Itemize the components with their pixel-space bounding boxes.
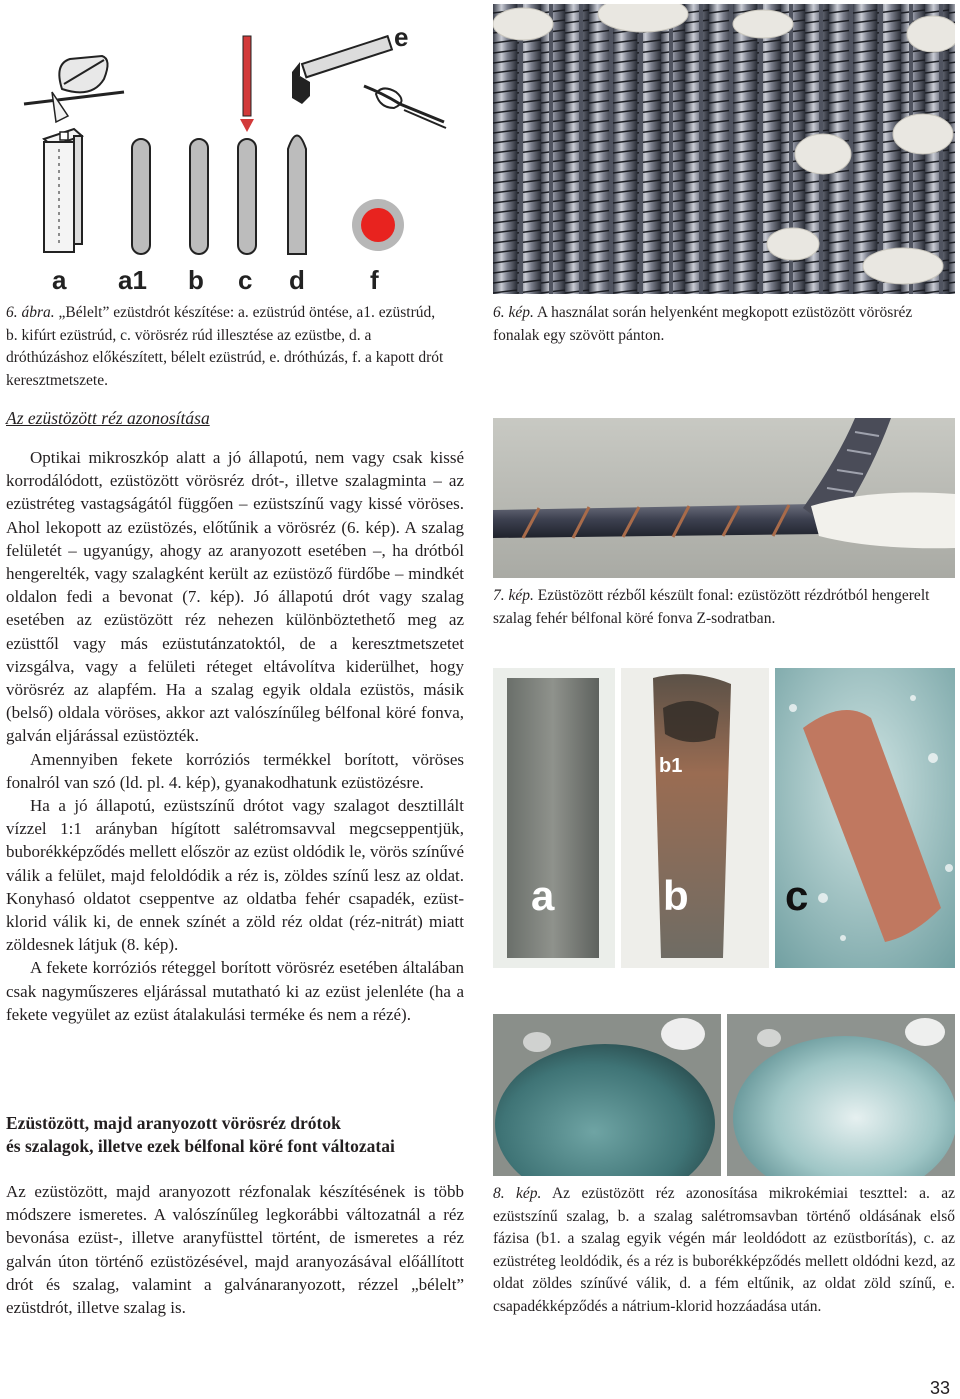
panel-label: a — [531, 872, 555, 919]
section2-title-line1: Ezüstözött, majd aranyozott vörösréz drótok — [6, 1113, 341, 1133]
rod-a1 — [132, 139, 150, 254]
caption-label: 6. kép. — [493, 304, 534, 321]
caption-text: „Bélelt” ezüstdrót készítése: a. ezüstrúd öntése, a1. ezüstrúd, b. kifúrt ezüstrúd, c. vörösréz rúd illesztése az ezüstbe, d. a dróthúzáshoz előkészített, bélelt ezüstrúd, e. dróthúzás, f. a kapott drót keresztmetszete. — [6, 304, 444, 389]
panel-a — [493, 668, 615, 968]
section2-body — [6, 1180, 464, 1319]
panel-label: b1 — [659, 755, 683, 777]
section-title-identification: Az ezüstözött réz azonosítása — [6, 408, 210, 428]
paragraph: A fekete korróziós réteggel borított vörösréz esetében általában csak nagyműszeres eljárással mutatható ki az ezüst jelenléte (ha a fekete vegyület az ezüst átalakulási terméke és nem a rézé). — [6, 958, 464, 1024]
diagram-label: c — [238, 265, 253, 294]
mould-a — [44, 129, 82, 252]
section2-title-line2: és szalagok, illetve ezek bélfonal köré font változatai — [6, 1136, 395, 1156]
rod-b — [190, 139, 208, 254]
panel-b — [621, 668, 769, 968]
photo7-caption — [493, 585, 955, 630]
caption-label: 8. kép. — [493, 1185, 542, 1202]
caption-text: Ezüstözött rézből készült fonal: ezüstözött rézdrótból hengerelt szalag fehér bélfonal köré fonva Z-sodratban. — [493, 587, 930, 627]
paragraph: Amennyiben fekete korróziós termékkel borított, vöröses fonalról van szó (ld. pl. 4. kép), gyanakodhatunk ezüstözésre. — [6, 749, 464, 792]
diagram-label-e: e — [394, 22, 409, 52]
photo-test-panels-abc — [493, 668, 955, 968]
figure6-caption — [6, 302, 446, 392]
rod-c — [238, 36, 256, 254]
photo-twisted-thread — [493, 418, 955, 578]
cross-section-f — [352, 199, 404, 251]
photo-woven-band — [493, 4, 955, 294]
drawing-plate-e — [292, 36, 446, 128]
diagram-label: b — [188, 265, 204, 294]
caption-text: Az ezüstözött réz azonosítása mikrokémiai teszttel: a. az ezüstszínű szalag, b. a szalag salétromsavban történő oldásának első fázisa (b1. a szalag egyik végén már leoldódott az ezüstborítás), c. az ezüstréteg leoldódik, és a réz is buborékképződés mellett oldódni kezd, az oldat zöldes színűvé válik, d. a fém eltűnik, az oldat zöld színű, e. csapadékképződés a nátrium-klorid hozzáadása után. — [493, 1185, 956, 1315]
diagram-label: a — [52, 265, 67, 294]
diagram-label: f — [370, 265, 379, 294]
section2-title — [6, 1112, 464, 1158]
panel-label: c — [785, 872, 809, 919]
caption-label: 7. kép. — [493, 587, 534, 604]
photo8-caption — [493, 1183, 955, 1318]
figure6-diagram — [4, 4, 454, 294]
paragraph: Ha a jó állapotú, ezüstszínű drótot vagy szalagot desztillált vízzel 1:1 arányban hígított salétromsavval megcseppentjük, buborékképződés mellett először az ezüst oldódik le, vörös színűvé válik a felület, majd feloldódik a réz is, zöldes színű lesz az oldat. Konyhasó oldatot cseppentve az oldatba fehér csapadék, ezüst-klorid válik ki, de ennek színét a zöld réz oldat (réz-nitrát) miatt zöldesnek látjuk (8. kép). — [6, 796, 464, 955]
paragraph: Az ezüstözött, majd aranyozott rézfonalak készítésének is több módszere ismeretes. A valószínűleg legkorábbi változatnál a réz bevonása ezüst-, illetve aranyfüsttel történt, de ismeretes a réz galván úton történő ezüstözésével, majd aranyozásával előállított drót és szalag, valamint a galvánaranyozott, rézzel „bélelt” ezüstdrót, illetve szalag is. — [6, 1182, 464, 1318]
spindle-illustration — [24, 56, 124, 122]
rod-d — [288, 136, 306, 255]
drop-d — [493, 1014, 721, 1176]
section1-body — [6, 446, 464, 1026]
caption-text: A használat során helyenként megkopott ezüstözött vörösréz fonalak egy szövött pánton. — [493, 304, 913, 344]
diagram-label: a1 — [118, 265, 147, 294]
paragraph: Optikai mikroszkóp alatt a jó állapotú, nem vagy csak kissé korrodálódott, ezüstözött vörösréz drót-, illetve szalagminta – az ezüstréteg vastagságától függően – ezüstszínű vagy kissé vöröses. Ahol lekopott az ezüstözés, előtűnik a vörösréz (6. kép). A szalag felületét – ugyanúgy, ahogy az aranyozott esetében –, ha drótból hengerelték, vagy szalagként került az ezüstöző fürdőbe – mindkét oldalon fedi a bevonat (7. kép). Jó állapotú drót vagy szalag esetében az ezüstözött réz nehezen különböztethető meg az ezüsttől vagy más ezüstutánzatoktól, de a keresztmetszetet vizsgálva, vagy a felületi réteget eltávolítva kiderülhet, hogy vörösréz az alapfém. Ha a szalag egyik oldala ezüstös, másik (belső) oldala vöröses, akkor azt valószínűleg bélfonal köré fonva, galván eljárással ezüstözték. — [6, 448, 464, 746]
page-number: 33 — [930, 1378, 951, 1398]
panel-label: b — [663, 872, 689, 919]
diagram-label: d — [289, 265, 305, 294]
panel-c — [775, 668, 955, 968]
photo6-caption — [493, 302, 955, 347]
photo-solution-drops — [493, 1014, 955, 1176]
caption-label: 6. ábra. — [6, 304, 55, 321]
drop-e — [727, 1014, 955, 1176]
